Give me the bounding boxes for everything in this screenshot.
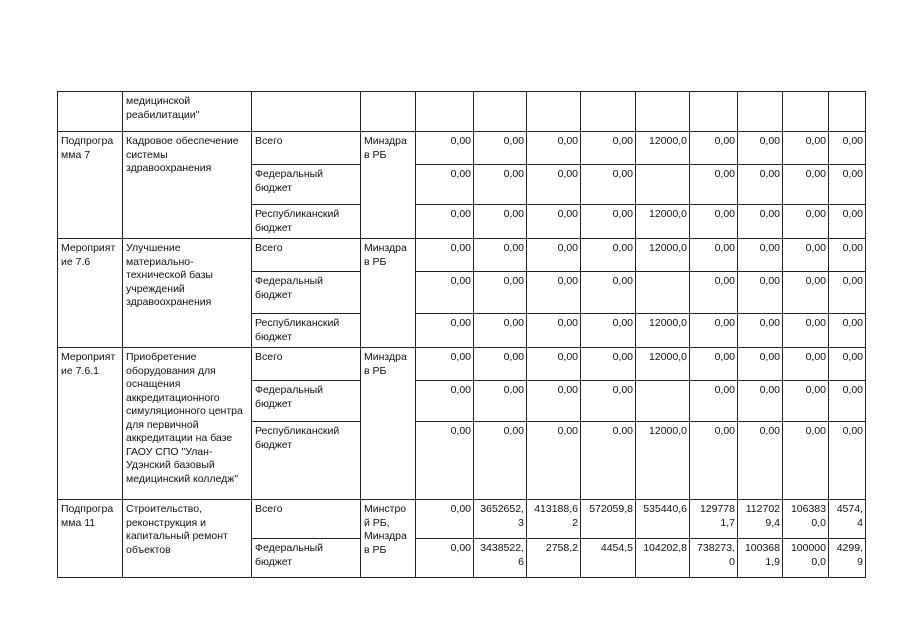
funding-source-cell: Федеральный бюджет — [252, 272, 361, 314]
value-cell: 0,00 — [416, 239, 474, 272]
value-cell: 572059,8 — [581, 500, 636, 539]
executor-cell — [361, 92, 416, 132]
value-cell: 12000,0 — [636, 239, 690, 272]
value-cell: 0,00 — [783, 314, 829, 348]
value-cell: 0,00 — [829, 272, 866, 314]
value-cell: 0,00 — [581, 422, 636, 500]
executor-cell: Минздра в РБ — [361, 348, 416, 500]
value-cell: 112702 9,4 — [738, 500, 783, 539]
value-cell: 0,00 — [829, 348, 866, 381]
value-cell: 0,00 — [474, 348, 527, 381]
value-cell: 0,00 — [416, 272, 474, 314]
value-cell — [738, 92, 783, 132]
value-cell: 0,00 — [527, 272, 581, 314]
value-cell: 0,00 — [416, 205, 474, 239]
value-cell: 0,00 — [474, 165, 527, 205]
value-cell — [636, 92, 690, 132]
value-cell: 0,00 — [416, 314, 474, 348]
value-cell: 0,00 — [829, 165, 866, 205]
value-cell: 0,00 — [738, 314, 783, 348]
value-cell: 0,00 — [829, 205, 866, 239]
funding-source-cell: Федеральный бюджет — [252, 539, 361, 578]
value-cell: 4574, 4 — [829, 500, 866, 539]
value-cell: 0,00 — [527, 314, 581, 348]
value-cell: 0,00 — [416, 381, 474, 422]
program-code-cell — [58, 92, 123, 132]
value-cell: 106383 0,0 — [783, 500, 829, 539]
table-row — [58, 348, 866, 381]
value-cell — [636, 381, 690, 422]
value-cell: 0,00 — [527, 205, 581, 239]
table-row — [58, 500, 866, 539]
executor-cell: Минздра в РБ — [361, 239, 416, 348]
value-cell: 0,00 — [527, 165, 581, 205]
value-cell: 12000,0 — [636, 314, 690, 348]
value-cell — [829, 92, 866, 132]
value-cell: 0,00 — [416, 165, 474, 205]
value-cell: 100000 0,0 — [783, 539, 829, 578]
value-cell: 100368 1,9 — [738, 539, 783, 578]
program-code-cell: Подпрогра мма 7 — [58, 132, 123, 239]
value-cell: 0,00 — [783, 348, 829, 381]
value-cell: 0,00 — [474, 422, 527, 500]
value-cell — [416, 92, 474, 132]
value-cell: 0,00 — [474, 239, 527, 272]
funding-source-cell: Всего — [252, 500, 361, 539]
funding-source-cell: Республиканский бюджет — [252, 205, 361, 239]
value-cell: 0,00 — [690, 422, 738, 500]
value-cell: 0,00 — [783, 239, 829, 272]
funding-source-cell: Федеральный бюджет — [252, 381, 361, 422]
value-cell: 0,00 — [474, 314, 527, 348]
value-cell: 0,00 — [474, 205, 527, 239]
value-cell: 0,00 — [829, 314, 866, 348]
value-cell: 0,00 — [738, 422, 783, 500]
value-cell: 0,00 — [690, 132, 738, 165]
value-cell: 0,00 — [738, 272, 783, 314]
value-cell: 12000,0 — [636, 422, 690, 500]
value-cell: 0,00 — [474, 132, 527, 165]
program-name-cell: медицинской реабилитации" — [123, 92, 252, 132]
funding-source-cell: Всего — [252, 348, 361, 381]
value-cell — [581, 92, 636, 132]
value-cell: 0,00 — [581, 272, 636, 314]
value-cell: 12000,0 — [636, 348, 690, 381]
value-cell: 0,00 — [581, 348, 636, 381]
funding-source-cell: Федеральный бюджет — [252, 165, 361, 205]
value-cell: 535440,6 — [636, 500, 690, 539]
funding-source-cell: Всего — [252, 132, 361, 165]
program-name-cell: Улучшение материально-технической базы учреждений здравоохранения — [123, 239, 252, 348]
value-cell: 0,00 — [690, 272, 738, 314]
value-cell: 413188,6 2 — [527, 500, 581, 539]
program-code-cell: Подпрогра мма 11 — [58, 500, 123, 578]
value-cell: 0,00 — [527, 422, 581, 500]
table-row — [58, 132, 866, 165]
value-cell: 0,00 — [829, 381, 866, 422]
value-cell: 0,00 — [416, 132, 474, 165]
value-cell: 3652652, 3 — [474, 500, 527, 539]
value-cell: 0,00 — [581, 165, 636, 205]
value-cell: 0,00 — [581, 314, 636, 348]
value-cell: 0,00 — [416, 422, 474, 500]
value-cell: 0,00 — [527, 381, 581, 422]
executor-cell: Минстро й РБ, Минздра в РБ — [361, 500, 416, 578]
value-cell — [636, 165, 690, 205]
value-cell: 0,00 — [416, 539, 474, 578]
executor-cell: Минздра в РБ — [361, 132, 416, 239]
program-code-cell: Мероприят ие 7.6.1 — [58, 348, 123, 500]
value-cell: 0,00 — [829, 422, 866, 500]
value-cell: 4454,5 — [581, 539, 636, 578]
value-cell — [690, 92, 738, 132]
value-cell: 0,00 — [581, 381, 636, 422]
value-cell — [527, 92, 581, 132]
value-cell: 2758,2 — [527, 539, 581, 578]
value-cell: 0,00 — [738, 348, 783, 381]
value-cell: 0,00 — [527, 239, 581, 272]
value-cell: 4299, 9 — [829, 539, 866, 578]
table-row — [58, 92, 866, 132]
value-cell: 0,00 — [690, 239, 738, 272]
value-cell: 0,00 — [416, 348, 474, 381]
value-cell: 0,00 — [690, 381, 738, 422]
value-cell: 0,00 — [474, 381, 527, 422]
value-cell: 0,00 — [783, 132, 829, 165]
value-cell: 0,00 — [783, 205, 829, 239]
value-cell: 0,00 — [783, 422, 829, 500]
value-cell: 0,00 — [738, 205, 783, 239]
value-cell — [783, 92, 829, 132]
value-cell: 0,00 — [738, 239, 783, 272]
funding-source-cell: Всего — [252, 239, 361, 272]
value-cell: 0,00 — [829, 239, 866, 272]
value-cell: 0,00 — [690, 314, 738, 348]
value-cell: 104202,8 — [636, 539, 690, 578]
table-row — [58, 239, 866, 272]
value-cell: 0,00 — [690, 205, 738, 239]
value-cell: 0,00 — [738, 132, 783, 165]
value-cell: 0,00 — [416, 500, 474, 539]
value-cell: 0,00 — [738, 165, 783, 205]
value-cell: 3438522, 6 — [474, 539, 527, 578]
program-code-cell: Мероприят ие 7.6 — [58, 239, 123, 348]
value-cell: 0,00 — [783, 272, 829, 314]
value-cell: 0,00 — [690, 165, 738, 205]
value-cell: 12000,0 — [636, 132, 690, 165]
value-cell: 738273, 0 — [690, 539, 738, 578]
program-name-cell: Приобретение оборудования для оснащения аккредитационного симуляционного центра для первичной аккредитации на базе ГАОУ СПО "Улан-Удэнский базовый медицинский колледж" — [123, 348, 252, 500]
funding-source-cell: Республиканский бюджет — [252, 422, 361, 500]
value-cell — [474, 92, 527, 132]
budget-table — [57, 91, 866, 578]
funding-source-cell: Республиканский бюджет — [252, 314, 361, 348]
value-cell: 12000,0 — [636, 205, 690, 239]
value-cell: 0,00 — [581, 132, 636, 165]
value-cell: 0,00 — [527, 348, 581, 381]
program-name-cell: Кадровое обеспечение системы здравоохранения — [123, 132, 252, 239]
value-cell: 0,00 — [783, 165, 829, 205]
value-cell: 0,00 — [829, 132, 866, 165]
value-cell: 0,00 — [690, 348, 738, 381]
program-name-cell: Строительство, реконструкция и капитальный ремонт объектов — [123, 500, 252, 578]
funding-source-cell — [252, 92, 361, 132]
value-cell: 0,00 — [581, 205, 636, 239]
value-cell: 0,00 — [527, 132, 581, 165]
value-cell — [636, 272, 690, 314]
value-cell: 0,00 — [783, 381, 829, 422]
value-cell: 0,00 — [738, 381, 783, 422]
value-cell: 0,00 — [581, 239, 636, 272]
value-cell: 129778 1,7 — [690, 500, 738, 539]
value-cell: 0,00 — [474, 272, 527, 314]
